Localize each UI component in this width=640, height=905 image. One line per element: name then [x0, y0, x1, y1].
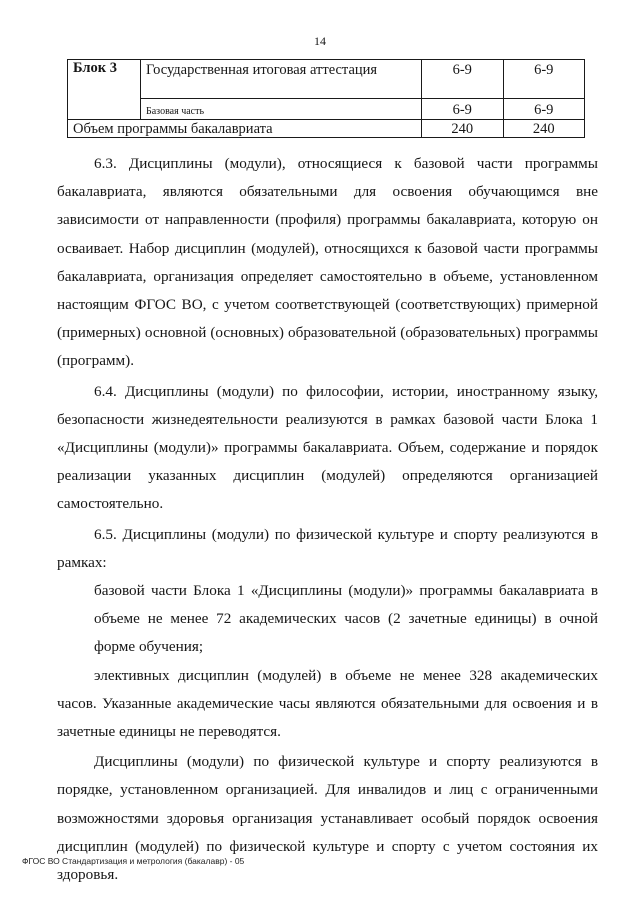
table-row — [68, 99, 585, 120]
table-cell-value: 240 — [422, 120, 504, 138]
body-text — [57, 150, 598, 889]
page-number: 14 — [314, 34, 326, 48]
table-cell-name: Базовая часть — [141, 99, 422, 120]
footer-document-id: ФГОС ВО Стандартизация и метрология (бакалавр) - 05 — [22, 856, 245, 866]
block-label: Блок 3 — [68, 60, 141, 120]
table-cell-value: 6-9 — [503, 60, 585, 99]
paragraph-6-5-item-a: базовой части Блока 1 «Дисциплины (модули)» программы бакалавриата в объеме не менее 72 академических часов (2 зачетные единицы) в очной форме обучения; — [94, 582, 598, 656]
paragraph-6-5: 6.5. Дисциплины (модули) по физической культуре и спорту реализуются в рамках: — [57, 525, 598, 571]
credits-table — [67, 59, 585, 138]
table-cell-name: Государственная итоговая аттестация — [141, 60, 422, 99]
table-row — [68, 120, 585, 138]
paragraph-6-3: 6.3. Дисциплины (модули), относящиеся к базовой части программы бакалавриата, являются обязательными для освоения обучающимся вне зависимости от направленности (профиля) программы бакалавриата, которую он осваивает. Набор дисциплин (модулей), относящихся к базовой части программы бакалавриата, организация определяет самостоятельно в объеме, установленном настоящим ФГОС ВО, с учетом соответствующей (соответствующих) примерной (примерных) основной (основных) образовательной (образовательных) программы (программ). — [57, 155, 598, 370]
paragraph-6-6: Дисциплины (модули) по физической культуре и спорту реализуются в порядке, установленном организацией. Для инвалидов и лиц с ограниченными возможностями здоровья организация устанавливает особый порядок освоения дисциплин (модулей) по физической культуре и спорту с учетом состояния их здоровья. — [57, 753, 598, 884]
table-cell-value: 6-9 — [503, 99, 585, 120]
table-cell-value: 240 — [503, 120, 585, 138]
table-cell-value: 6-9 — [422, 60, 504, 99]
table-cell-name: Объем программы бакалавриата — [68, 120, 422, 138]
table-cell-value: 6-9 — [422, 99, 504, 120]
paragraph-6-5-item-b: элективных дисциплин (модулей) в объеме не менее 328 академических часов. Указанные академические часы являются обязательными для освоения и в зачетные единицы не переводятся. — [57, 666, 598, 741]
paragraph-6-4: 6.4. Дисциплины (модули) по философии, истории, иностранному языку, безопасности жизнедеятельности реализуются в рамках базовой части Блока 1 «Дисциплины (модули)» программы бакалавриата. Объем, содержание и порядок реализации указанных дисциплин (модулей) определяются организацией самостоятельно. — [57, 382, 598, 513]
table-row — [68, 60, 585, 99]
